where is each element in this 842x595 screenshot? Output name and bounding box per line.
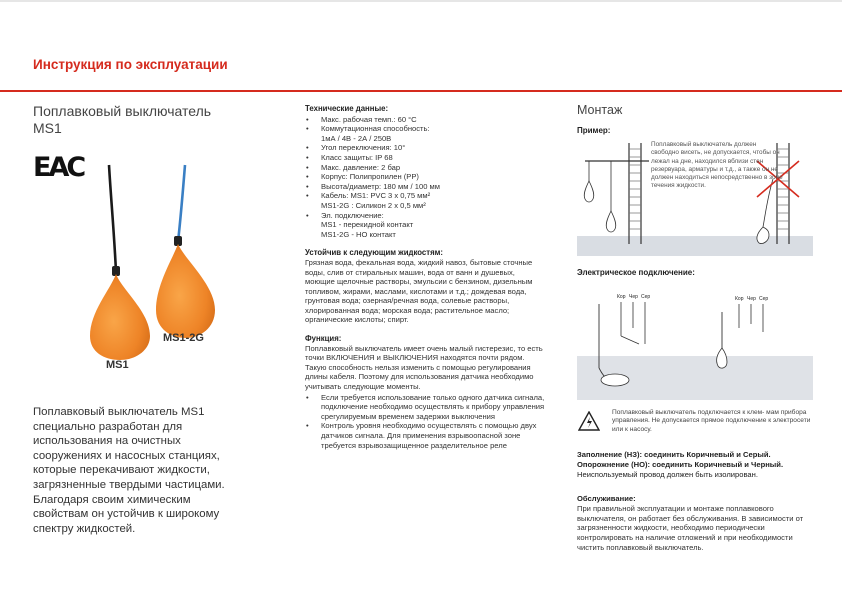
specs-column — [305, 104, 545, 450]
spec-item: • Кабель: MS1: PVC 3 x 0,75 мм² — [305, 191, 545, 201]
mounting-note: Поплавковый выключатель должен свободно висеть, не допускается, чтобы он лежал на дне, находился вблизи стен резервуара, арматуры и т.д., а также он не должен находиться непосредственно в зоне течения жидкости. — [651, 141, 783, 190]
technical-list — [305, 115, 545, 240]
warning-text: Поплавковый выключатель подключается к клем- мам прибора управления. Не допускается прямое подключение к электросети или к насосу. — [612, 409, 811, 433]
wire-label: Чер — [747, 296, 756, 302]
example-label: Пример: — [577, 126, 611, 135]
spec-switching-value: 1мА / 4В - 2А / 250В — [321, 133, 392, 143]
header-divider — [0, 90, 842, 92]
float-ms1-2g — [156, 236, 215, 338]
float-icon — [717, 348, 727, 368]
spec-item: • Макс. рабочая темп.: 60 °С — [305, 115, 545, 125]
maintenance-heading: Обслуживание: — [577, 494, 636, 503]
caption-ms1: MS1 — [106, 359, 129, 371]
top-border — [0, 0, 842, 2]
function-bullet: • Если требуется использование только одного датчика сигнала, подключение необходимо осуществлять к прибору управления срегулируемым временем задержки выключения — [305, 393, 545, 422]
float-icon — [606, 211, 616, 232]
function-bullet: • Контроль уровня необходимо осуществлять с помощью двух датчиков сигнала. Для применения взрывоопасной зоне требуется взрывозащищенное разделительное реле — [305, 421, 545, 450]
maintenance-section — [577, 494, 813, 553]
spec-item: • Макс. давление: 2 бар — [305, 163, 545, 173]
float-icon — [584, 181, 594, 202]
connection-instructions — [577, 450, 813, 479]
page-header-title: Инструкция по эксплуатации — [33, 57, 228, 72]
technical-heading: Технические данные: — [305, 104, 389, 113]
wire-label: Кор — [617, 294, 626, 300]
cable-ms1-2g — [178, 165, 185, 242]
no-connection: Опорожнение (НО): соединить Коричневый и Черный. — [577, 459, 784, 469]
maintenance-text: При правильной эксплуатации и монтаже поплавкового выключателя, он работает без обслуживания. В зависимости от загрязненности жидкости, необходимо периодически контролировать на наличие отложений и при необходимости чистить поплавковый выключатель. — [577, 503, 804, 552]
unused-wire-note: Неиспользуемый провод должен быть изолирован. — [577, 469, 758, 479]
product-title-line2: MS1 — [33, 120, 62, 136]
spec-cable-ms1-2g: MS1-2G : Силикон 2 x 0,5 мм² — [321, 200, 426, 210]
spec-item: • Угол переключения: 10° — [305, 143, 545, 153]
function-heading: Функция: — [305, 334, 342, 344]
function-list — [305, 393, 545, 451]
caption-ms1-2g: MS1-2G — [163, 332, 204, 344]
float-icon — [601, 374, 629, 386]
nc-connection: Заполнение (НЗ): соединить Коричневый и Серый. — [577, 450, 771, 459]
product-title-line1: Поплавковый выключатель — [33, 103, 212, 119]
wire-label: Чер — [629, 294, 638, 300]
electrical-title: Электрическое подключение: — [577, 268, 695, 277]
spec-item: • Эл. подключение: — [305, 211, 545, 221]
liquids-heading: Устойчив к следующим жидкостям: — [305, 248, 443, 258]
eac-certification-mark: EAC — [33, 152, 84, 183]
warning-icon — [578, 411, 600, 431]
wire-label: Сер — [759, 296, 769, 302]
product-title — [33, 103, 211, 137]
float-ms1 — [90, 266, 150, 360]
spec-item: • Коммутационная способность: — [305, 124, 545, 134]
spec-item: • Класс защиты: IP 68 — [305, 153, 545, 163]
product-description: Поплавковый выключатель MS1 специально разработан для использования на очистных сооружениях и насосных станциях, которые перекачивают жидкости, загрязненные твердыми частицами. Благодаря своим химическим свойствам он устойчив к широкому спектру жидкостей. — [33, 406, 225, 535]
cable-ms1 — [109, 165, 116, 272]
spec-connection-ms1: MS1 - перекидной контакт — [321, 220, 414, 230]
liquids-text: Грязная вода, фекальная вода, жидкий навоз, бытовые сточные воды, слив от стиральных машин, вода от ванн и душевых, моющие щелочные растворы, эмульсии с бензином, дизельным топливом, жирами, маслами, кислотами и т.д.; дождевая вода, грунтовая вода; озерная/речная вода, солевые растворы, хлорированная вода; морская вода; растительное масло; органические кислоты; спирт. — [305, 257, 533, 325]
wire-label: Кор — [735, 296, 744, 302]
wire-label: Сер — [641, 294, 651, 300]
spec-item: • Высота/диаметр: 180 мм / 100 мм — [305, 182, 545, 192]
function-text: Поплавковый выключатель имеет очень малый гистерезис, то есть точки ВКЛЮЧЕНИЯ и ВЫКЛЮЧЕНИЯ находятся почти рядом. Такую способность нельзя изменить с помощью регулирования длины кабеля. Поэтому для использования датчика необходимо учитывать следующие моменты. — [305, 343, 543, 392]
spec-connection-ms1-2g: MS1-2G - НО контакт — [321, 229, 396, 239]
mounting-title: Монтаж — [577, 103, 623, 117]
electrical-connection-illustration — [577, 288, 813, 400]
float-switches-photo — [80, 160, 240, 365]
spec-item: • Корпус: Полипропилен (PP) — [305, 172, 545, 182]
